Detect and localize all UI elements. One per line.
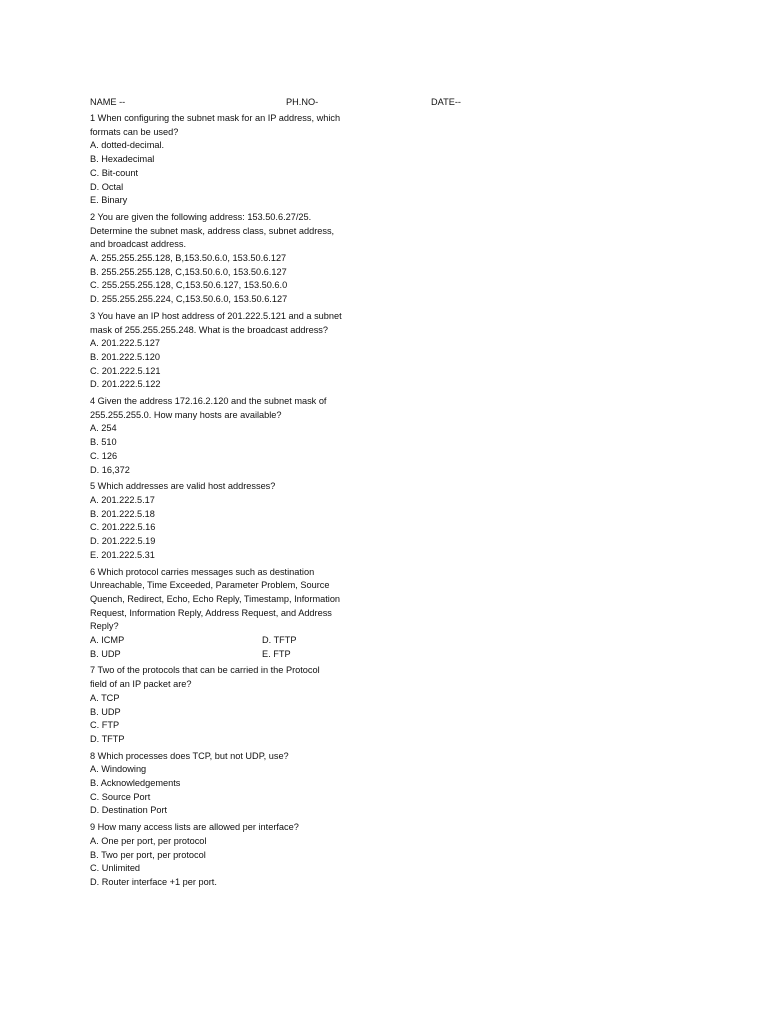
header-row xyxy=(90,97,510,109)
option: D. TFTP xyxy=(262,635,297,646)
option: C. Bit-count xyxy=(90,167,138,178)
option: B. 255.255.255.128, C,153.50.6.0, 153.50.6.127 xyxy=(90,266,287,277)
question-7 xyxy=(90,664,350,746)
option-list xyxy=(90,252,350,307)
option: C. FTP xyxy=(90,720,120,731)
question-text: 3 You have an IP host address of 201.222.5.121 and a subnet mask of 255.255.255.248. What is the broadcast address? xyxy=(90,310,342,335)
option: A. ICMP xyxy=(90,635,125,646)
quiz xyxy=(90,112,350,893)
option: E. Binary xyxy=(90,195,128,206)
option: B. 201.222.5.120 xyxy=(90,351,160,362)
question-8 xyxy=(90,750,350,819)
option: A. TCP xyxy=(90,692,120,703)
question-text: 9 How many access lists are allowed per interface? xyxy=(90,822,299,833)
option: D. Router interface +1 per port. xyxy=(90,876,217,887)
option: A. One per port, per protocol xyxy=(90,835,207,846)
option: B. Two per port, per protocol xyxy=(90,849,206,860)
question-2 xyxy=(90,211,350,307)
question-text: 4 Given the address 172.16.2.120 and the subnet mask of 255.255.255.0. How many hosts are available? xyxy=(90,396,327,420)
option: D. 201.222.5.19 xyxy=(90,536,156,547)
question-text: 1 When configuring the subnet mask for an IP address, which formats can be used? xyxy=(90,113,341,137)
phone-label: PH.NO- xyxy=(286,97,319,107)
option: B. Hexadecimal xyxy=(90,154,155,165)
question-4 xyxy=(90,395,350,477)
option: C. Unlimited xyxy=(90,863,141,874)
option: B. 510 xyxy=(90,437,117,448)
option: E. FTP xyxy=(262,648,291,659)
question-text: 2 You are given the following address: 153.50.6.27/25. Determine the subnet mask, address class, subnet address, and broadcast address. xyxy=(90,211,335,250)
option-list xyxy=(90,634,350,661)
option: B. UDP xyxy=(90,706,121,717)
option: C. 255.255.255.128, C,153.50.6.127, 153.50.6.0 xyxy=(90,280,288,291)
question-text: 6 Which protocol carries messages such as destination Unreachable, Time Exceeded, Parameter Problem, Source Quench, Redirect, Echo, Echo Reply, Timestamp, Information Request, Information Reply, Address Request, and Address Reply? xyxy=(90,566,341,632)
option: D. 201.222.5.122 xyxy=(90,379,161,390)
option-list xyxy=(90,494,350,563)
option: E. 201.222.5.31 xyxy=(90,549,155,560)
option: A. 201.222.5.17 xyxy=(90,494,155,505)
option-list xyxy=(90,692,350,747)
option-list xyxy=(90,835,350,890)
question-text: 5 Which addresses are valid host addresses? xyxy=(90,481,276,492)
question-text: 7 Two of the protocols that can be carried in the Protocol field of an IP packet are? xyxy=(90,665,320,690)
option-list xyxy=(90,139,350,208)
option: A. 201.222.5.127 xyxy=(90,338,160,349)
option: D. 255.255.255.224, C,153.50.6.0, 153.50.6.127 xyxy=(90,294,288,305)
option-list xyxy=(90,337,350,392)
date-label: DATE-- xyxy=(431,97,461,107)
option: A. Windowing xyxy=(90,764,147,775)
option: C. 201.222.5.16 xyxy=(90,522,156,533)
option: B. UDP xyxy=(90,648,121,659)
option: D. 16,372 xyxy=(90,464,130,475)
question-9 xyxy=(90,821,350,890)
option: C. Source Port xyxy=(90,791,151,802)
option: B. 201.222.5.18 xyxy=(90,508,155,519)
option: C. 201.222.5.121 xyxy=(90,365,161,376)
question-3 xyxy=(90,310,350,392)
question-6 xyxy=(90,566,350,662)
question-text: 8 Which processes does TCP, but not UDP, use? xyxy=(90,750,289,761)
option: A. 255.255.255.128, B,153.50.6.0, 153.50.6.127 xyxy=(90,253,287,264)
name-label: NAME -- xyxy=(90,97,126,107)
option: A. dotted-decimal. xyxy=(90,140,165,151)
option: D. Octal xyxy=(90,181,124,192)
option-list xyxy=(90,422,350,477)
option: B. Acknowledgements xyxy=(90,778,181,789)
option-list xyxy=(90,763,350,818)
question-5 xyxy=(90,480,350,562)
option: D. TFTP xyxy=(90,733,125,744)
option: D. Destination Port xyxy=(90,805,168,816)
question-1 xyxy=(90,112,350,208)
option: C. 126 xyxy=(90,450,118,461)
option: A. 254 xyxy=(90,423,117,434)
